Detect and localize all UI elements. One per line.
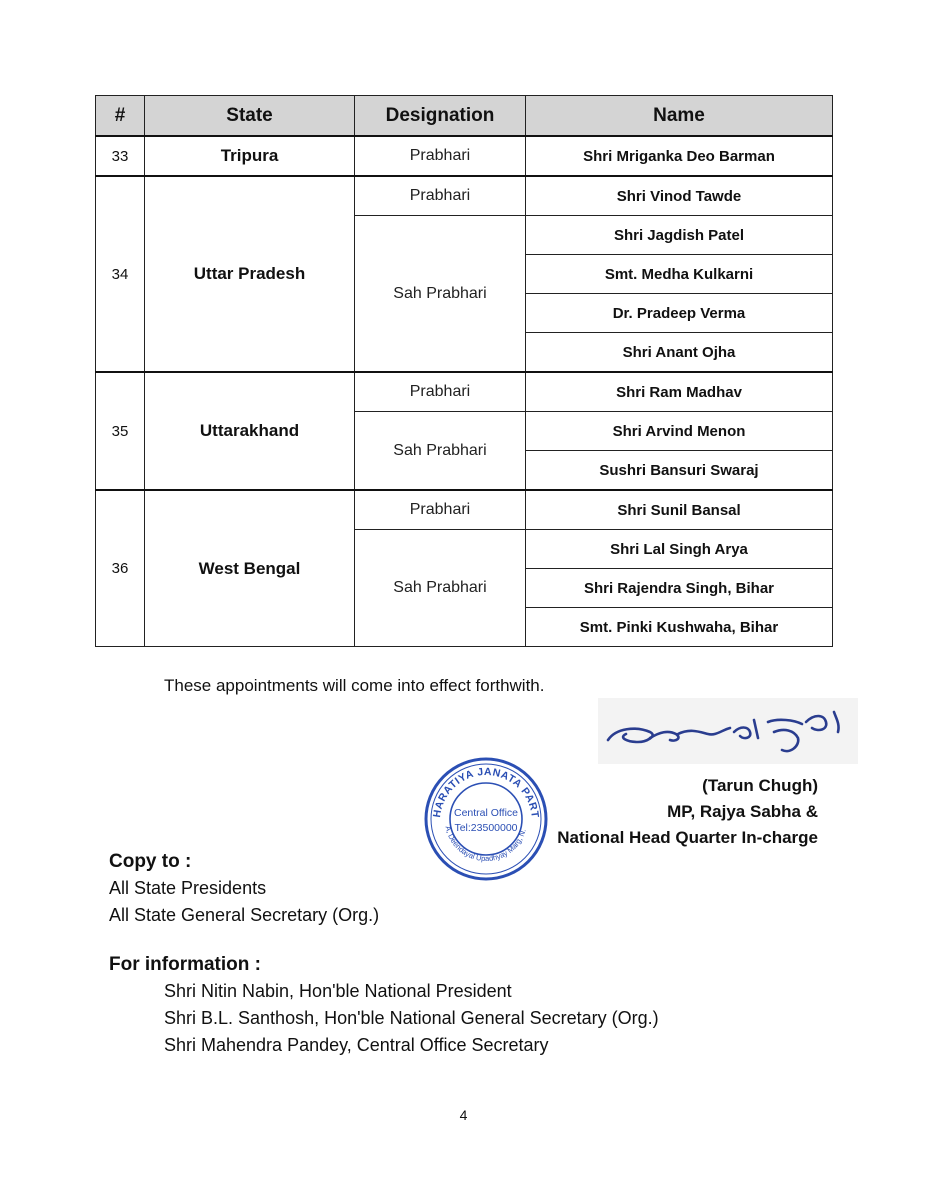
row-number: 36 — [96, 490, 145, 647]
row-person-name: Shri Sunil Bansal — [526, 490, 833, 530]
row-state: West Bengal — [145, 490, 355, 647]
row-number: 35 — [96, 372, 145, 490]
header-designation: Designation — [355, 96, 526, 137]
copy-to-line: All State Presidents — [109, 878, 267, 898]
copy-to-heading: Copy to : — [109, 851, 192, 872]
row-person-name: Dr. Pradeep Verma — [526, 294, 833, 333]
row-person-name: Smt. Medha Kulkarni — [526, 255, 833, 294]
svg-text:Tel:23500000: Tel:23500000 — [454, 822, 518, 834]
row-person-name: Shri Jagdish Patel — [526, 216, 833, 255]
row-person-name: Shri Vinod Tawde — [526, 176, 833, 216]
row-designation: Sah Prabhari — [355, 412, 526, 491]
svg-text:BHARATIYA JANATA PARTY: HARATIYA JANATA PART — [431, 765, 541, 819]
row-person-name: Shri Mriganka Deo Barman — [526, 136, 833, 176]
page-number: 4 — [459, 1107, 468, 1123]
table-row — [96, 372, 833, 412]
signatory-name: (Tarun Chugh) — [702, 776, 818, 795]
handwritten-signature — [598, 698, 858, 764]
table-header-row — [96, 96, 833, 137]
header-state: State — [145, 96, 355, 137]
row-person-name: Shri Anant Ojha — [526, 333, 833, 373]
row-designation: Prabhari — [355, 372, 526, 412]
table-row — [96, 490, 833, 530]
row-state: Tripura — [145, 136, 355, 176]
for-information-line: Shri B.L. Santhosh, Hon'ble National General Secretary (Org.) — [164, 1008, 659, 1028]
row-number: 34 — [96, 176, 145, 372]
copy-to-section — [109, 849, 379, 929]
row-designation: Sah Prabhari — [355, 216, 526, 373]
for-information-line: Shri Nitin Nabin, Hon'ble National President — [164, 981, 512, 1001]
closing-note: These appointments will come into effect forthwith. — [164, 676, 545, 695]
for-information-line: Shri Mahendra Pandey, Central Office Secretary — [164, 1035, 549, 1055]
svg-text:6A, Deendayal Upadhyay Marg, N: A, Deendayal Upadhyay Marg, N. — [443, 825, 528, 864]
table-row — [96, 176, 833, 216]
row-number: 33 — [96, 136, 145, 176]
for-information-heading: For information : — [109, 954, 261, 975]
row-state: Uttarakhand — [145, 372, 355, 490]
row-state: Uttar Pradesh — [145, 176, 355, 372]
copy-to-line: All State General Secretary (Org.) — [109, 905, 380, 925]
appointments-table — [95, 95, 833, 647]
row-person-name: Shri Rajendra Singh, Bihar — [526, 569, 833, 608]
row-person-name: Shri Arvind Menon — [526, 412, 833, 451]
row-designation: Prabhari — [355, 136, 526, 176]
header-number: # — [96, 96, 145, 137]
row-person-name: Shri Ram Madhav — [526, 372, 833, 412]
table-row — [96, 136, 833, 176]
row-person-name: Smt. Pinki Kushwaha, Bihar — [526, 608, 833, 647]
row-person-name: Shri Lal Singh Arya — [526, 530, 833, 569]
signatory-title: National Head Quarter In-charge — [557, 828, 818, 847]
svg-text:Central Office: Central Office — [454, 807, 518, 819]
row-person-name: Sushri Bansuri Swaraj — [526, 451, 833, 491]
signatory-title: MP, Rajya Sabha & — [667, 802, 818, 821]
row-designation: Sah Prabhari — [355, 530, 526, 647]
party-seal — [418, 755, 554, 883]
header-name: Name — [526, 96, 833, 137]
for-information-section — [109, 952, 659, 1059]
row-designation: Prabhari — [355, 490, 526, 530]
row-designation: Prabhari — [355, 176, 526, 216]
signatory-block — [557, 773, 818, 851]
